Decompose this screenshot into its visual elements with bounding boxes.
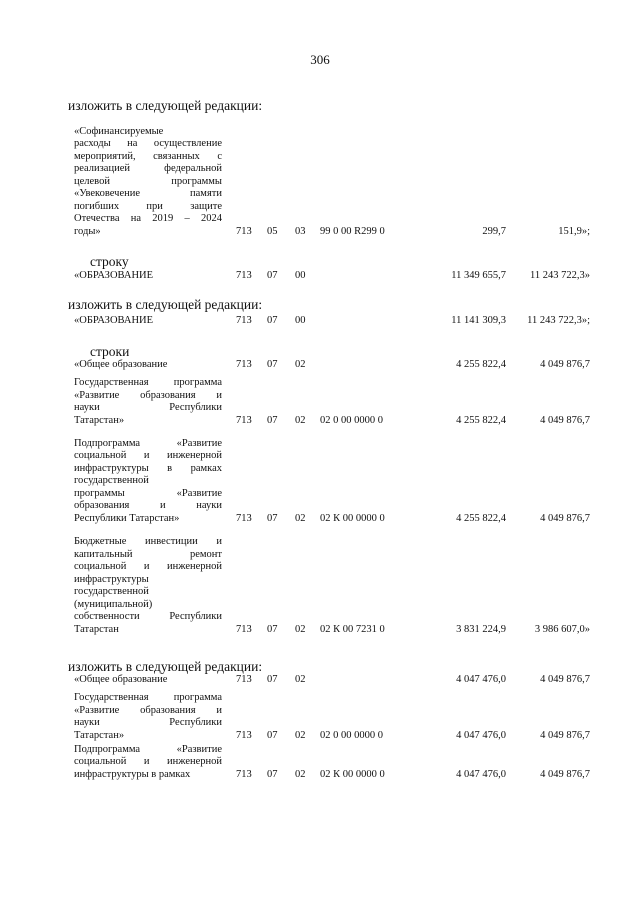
amount-2021: 151,9»; — [558, 225, 590, 237]
row-description — [74, 126, 222, 239]
description-line: Отечества на 2019 – 2024 — [74, 213, 222, 224]
section-code: 07 — [267, 623, 278, 635]
description-line: социальной и инженерной — [74, 756, 222, 767]
ministry-code: 713 — [236, 623, 252, 635]
description-line: Республики Татарстан» — [74, 512, 180, 524]
description-line: «Развитие образования и — [74, 389, 222, 401]
amount-2020: 4 047 476,0 — [456, 768, 506, 780]
subsection-code: 02 — [295, 623, 306, 635]
target-article-code: 02 К 00 7231 0 — [320, 623, 385, 635]
description-line: Подпрограмма «Развитие — [74, 437, 222, 449]
row-description — [74, 315, 222, 328]
table-row — [0, 692, 640, 742]
section-code: 07 — [267, 729, 278, 741]
ministry-code: 713 — [236, 729, 252, 741]
table-row — [0, 438, 640, 526]
amount-2020: 11 141 309,3 — [451, 314, 506, 326]
ministry-code: 713 — [236, 768, 252, 780]
amount-2020: 4 047 476,0 — [456, 673, 506, 685]
description-line: погибших при защите — [74, 200, 222, 212]
description-line: реализацией федеральной — [74, 163, 222, 174]
description-line: «ОБРАЗОВАНИЕ — [74, 269, 154, 281]
amount-2020: 4 255 822,4 — [456, 414, 506, 426]
table-row — [0, 377, 640, 427]
subsection-code: 02 — [295, 512, 306, 524]
description-line: мероприятий, связанных с — [74, 150, 222, 162]
table-row — [0, 359, 640, 372]
description-line: «ОБРАЗОВАНИЕ — [74, 314, 154, 326]
ministry-code: 713 — [236, 358, 252, 370]
amount-2020: 4 255 822,4 — [456, 512, 506, 524]
amount-2020: 4 255 822,4 — [456, 358, 506, 370]
amount-2021: 4 049 876,7 — [540, 512, 590, 524]
subsection-code: 02 — [295, 414, 306, 426]
ministry-code: 713 — [236, 225, 252, 237]
description-line: годы» — [74, 225, 101, 237]
subsection-code: 00 — [295, 314, 306, 326]
description-line: Государственная программа — [74, 377, 222, 388]
section-code: 05 — [267, 225, 278, 237]
target-article-code: 02 К 00 0000 0 — [320, 768, 385, 780]
description-line: Бюджетные инвестиции и — [74, 536, 222, 547]
section-heading: изложить в следующей редакции: — [68, 98, 263, 113]
description-line: Государственная программа — [74, 692, 222, 703]
description-line: «Увековечение памяти — [74, 188, 222, 199]
amount-2021: 11 243 722,3»; — [527, 314, 590, 326]
section-heading: строку — [90, 254, 129, 269]
subsection-code: 02 — [295, 673, 306, 685]
table-row — [0, 744, 640, 782]
subsection-code: 02 — [295, 729, 306, 741]
row-description — [74, 270, 222, 283]
row-description — [74, 674, 222, 687]
table-row — [0, 536, 640, 636]
description-line: целевой программы — [74, 175, 222, 187]
section-heading: строки — [90, 344, 130, 359]
target-article-code: 02 К 00 0000 0 — [320, 512, 385, 524]
description-line: инфраструктуры — [74, 573, 149, 585]
row-description — [74, 438, 222, 526]
amount-2020: 299,7 — [482, 225, 506, 237]
description-line: Татарстан» — [74, 729, 125, 741]
row-description — [74, 692, 222, 742]
table-row — [0, 126, 640, 239]
amount-2021: 3 986 607,0» — [534, 623, 590, 635]
amount-2021: 11 243 722,3» — [530, 269, 590, 281]
section-code: 07 — [267, 314, 278, 326]
description-line: социальной и инженерной — [74, 561, 222, 572]
amount-2021: 4 049 876,7 — [540, 768, 590, 780]
description-line: расходы на осуществление — [74, 138, 222, 149]
section-heading: изложить в следующей редакции: — [68, 297, 263, 312]
subsection-code: 00 — [295, 269, 306, 281]
amount-2021: 4 049 876,7 — [540, 414, 590, 426]
amount-2021: 4 049 876,7 — [540, 673, 590, 685]
description-line: собственности Республики — [74, 611, 222, 622]
description-line: науки Республики — [74, 402, 222, 413]
description-line: программы «Развитие — [74, 487, 222, 499]
ministry-code: 713 — [236, 414, 252, 426]
amount-2020: 11 349 655,7 — [451, 269, 506, 281]
description-line: инфраструктуры в рамках — [74, 768, 191, 780]
section-code: 07 — [267, 358, 278, 370]
description-line: инфраструктуры в рамках — [74, 462, 222, 474]
description-line: Подпрограмма «Развитие — [74, 743, 222, 755]
table-row — [0, 270, 640, 283]
table-row — [0, 674, 640, 687]
section-code: 07 — [267, 269, 278, 281]
target-article-code: 99 0 00 R299 0 — [320, 225, 385, 237]
description-line: (муниципальной) — [74, 598, 153, 610]
amount-2020: 4 047 476,0 — [456, 729, 506, 741]
ministry-code: 713 — [236, 673, 252, 685]
amount-2020: 3 831 224,9 — [456, 623, 506, 635]
description-line: «Общее образование — [74, 358, 168, 370]
ministry-code: 713 — [236, 314, 252, 326]
section-code: 07 — [267, 768, 278, 780]
description-line: социальной и инженерной — [74, 450, 222, 461]
description-line: Татарстан — [74, 623, 119, 635]
ministry-code: 713 — [236, 269, 252, 281]
description-line: «Развитие образования и — [74, 704, 222, 716]
description-line: государственной — [74, 586, 149, 597]
row-description — [74, 359, 222, 372]
section-code: 07 — [267, 673, 278, 685]
description-line: капитальный ремонт — [74, 548, 222, 560]
subsection-code: 03 — [295, 225, 306, 237]
page-number: 306 — [310, 52, 330, 67]
ministry-code: 713 — [236, 512, 252, 524]
description-line: образования и науки — [74, 500, 222, 511]
section-code: 07 — [267, 414, 278, 426]
table-row — [0, 315, 640, 328]
row-description — [74, 744, 222, 782]
row-description — [74, 536, 222, 636]
target-article-code: 02 0 00 0000 0 — [320, 729, 383, 741]
amount-2021: 4 049 876,7 — [540, 358, 590, 370]
description-line: «Общее образование — [74, 673, 168, 685]
subsection-code: 02 — [295, 358, 306, 370]
target-article-code: 02 0 00 0000 0 — [320, 414, 383, 426]
description-line: «Софинансируемые — [74, 125, 164, 137]
section-code: 07 — [267, 512, 278, 524]
row-description — [74, 377, 222, 427]
description-line: государственной — [74, 475, 149, 486]
amount-2021: 4 049 876,7 — [540, 729, 590, 741]
section-heading: изложить в следующей редакции: — [68, 659, 263, 674]
description-line: Татарстан» — [74, 414, 125, 426]
description-line: науки Республики — [74, 717, 222, 728]
subsection-code: 02 — [295, 768, 306, 780]
